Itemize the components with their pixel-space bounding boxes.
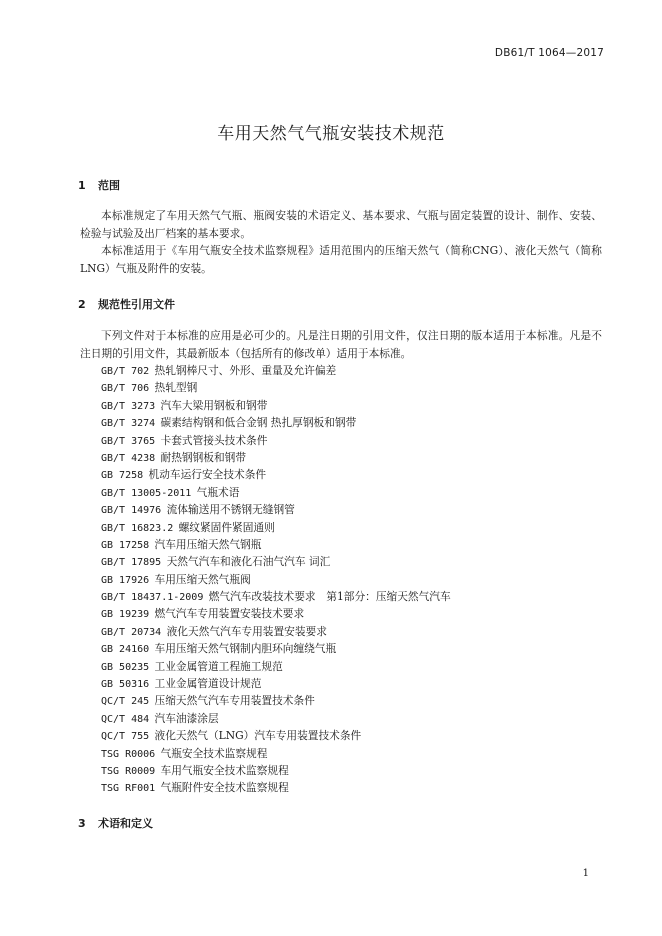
document-code: DB61/T 1064—2017 [494,47,604,59]
reference-item [101,519,451,536]
reference-title: 工业金属管道设计规范 [154,677,262,691]
reference-code: GB/T 3765 [101,435,156,447]
reference-code: GB 7258 [101,470,144,482]
section-title: 术语和定义 [98,817,153,830]
reference-code: TSG RF001 [101,783,156,795]
page-number: 1 [582,868,589,879]
reference-title: 汽车大梁用钢板和钢带 [160,398,268,412]
section-heading-scope [78,177,120,193]
reference-item [101,379,451,396]
reference-title: 热轧型钢 [154,381,198,395]
reference-code: GB/T 14976 [101,505,162,517]
section-number: 2 [78,298,86,311]
reference-item [101,727,451,744]
reference-item [101,553,451,570]
reference-title: 汽车油漆涂层 [154,711,219,725]
reference-code: GB/T 4238 [101,452,156,464]
reference-item [101,449,451,466]
reference-code: TSG R0009 [101,765,156,777]
reference-title: 碳素结构钢和低合金钢 热扎厚钢板和钢带 [160,416,357,430]
reference-title: 机动车运行安全技术条件 [148,468,267,482]
reference-code: TSG R0006 [101,748,156,760]
section-heading-normative-references [78,296,175,312]
reference-title: 气瓶附件安全技术监察规程 [160,781,289,795]
reference-title: 工业金属管道工程施工规范 [154,659,283,673]
reference-item [101,745,451,762]
reference-code: QC/T 484 [101,713,150,725]
reference-title: 液化天然气汽车专用装置安装要求 [166,624,327,638]
reference-code: GB/T 3274 [101,418,156,430]
section-number: 3 [78,817,86,830]
reference-item [101,605,451,622]
references-intro-paragraph: 下列文件对于本标准的应用是必可少的。凡是注日期的引用文件，仅注日期的版本适用于本标准。凡是不注日期的引用文件，其最新版本（包括所有的修改单）适用于本标准。 [80,329,602,360]
reference-code: GB 50235 [101,661,150,673]
reference-code: QC/T 755 [101,731,150,743]
reference-item [101,397,451,414]
reference-code: GB/T 706 [101,383,150,395]
reference-code: GB/T 13005-2011 [101,487,192,499]
reference-title: 热轧钢棒尺寸、外形、重量及允许偏差 [154,364,337,377]
reference-title: 液化天然气（LNG）汽车专用装置技术条件 [154,729,362,743]
reference-title: 螺纹紧固件紧固通则 [178,520,275,534]
reference-code: GB/T 16823.2 [101,522,174,534]
section-title: 规范性引用文件 [98,298,175,311]
reference-item [101,640,451,657]
reference-item [101,536,451,553]
reference-title: 天然气汽车和液化石油气汽车 词汇 [166,555,331,569]
reference-item [101,675,451,692]
reference-item [101,779,451,796]
reference-title: 车用压缩天然气钢制内胆环向缠绕气瓶 [154,642,337,656]
reference-title: 燃气汽车专用装置安装技术要求 [154,607,305,621]
reference-code: GB/T 3273 [101,400,156,412]
reference-title: 汽车用压缩天然气钢瓶 [154,537,262,551]
reference-code: GB/T 18437.1-2009 [101,592,204,604]
reference-item [101,762,451,779]
scope-paragraph-2: 本标准适用于《车用气瓶安全技术监察规程》适用范围内的压缩天然气（简称CNG）、液化天然气（简称LNG）气瓶及附件的安装。 [80,244,602,275]
reference-item [101,571,451,588]
reference-title: 车用气瓶安全技术监察规程 [160,763,289,777]
reference-code: GB 17926 [101,574,150,586]
reference-title: 耐热钢钢板和钢带 [160,450,247,464]
reference-title: 气瓶安全技术监察规程 [160,746,268,760]
reference-item [101,501,451,518]
reference-code: GB 19239 [101,609,150,621]
reference-title: 气瓶术语 [196,485,240,499]
reference-code: GB/T 20734 [101,626,162,638]
scope-paragraph-1: 本标准规定了车用天然气气瓶、瓶阀安装的术语定义、基本要求、气瓶与固定装置的设计、制作、安装、检验与试验及出厂档案的基本要求。 [80,209,602,240]
reference-item [101,484,451,501]
reference-code: QC/T 245 [101,696,150,708]
reference-code: GB 50316 [101,679,150,691]
document-title: 车用天然气气瓶安装技术规范 [217,124,445,144]
reference-title: 压缩天然气汽车专用装置技术条件 [154,694,315,708]
reference-code: GB 17258 [101,539,150,551]
section-number: 1 [78,179,86,192]
reference-item [101,692,451,709]
reference-item [101,362,451,379]
reference-code: GB 24160 [101,644,150,656]
reference-item [101,710,451,727]
section-title: 范围 [98,179,120,192]
reference-code: GB/T 17895 [101,557,162,569]
reference-item [101,623,451,640]
reference-item [101,414,451,431]
reference-item [101,466,451,483]
reference-title: 车用压缩天然气瓶阀 [154,572,251,586]
reference-title: 卡套式管接头技术条件 [160,433,268,447]
section-heading-terms [78,815,153,831]
reference-code: GB/T 702 [101,366,150,377]
reference-item [101,432,451,449]
reference-item [101,588,451,605]
reference-title: 燃气汽车改装技术要求 第1部分：压缩天然气汽车 [208,590,451,604]
reference-list [101,362,451,797]
reference-item [101,658,451,675]
reference-title: 流体输送用不锈钢无缝钢管 [166,503,295,517]
